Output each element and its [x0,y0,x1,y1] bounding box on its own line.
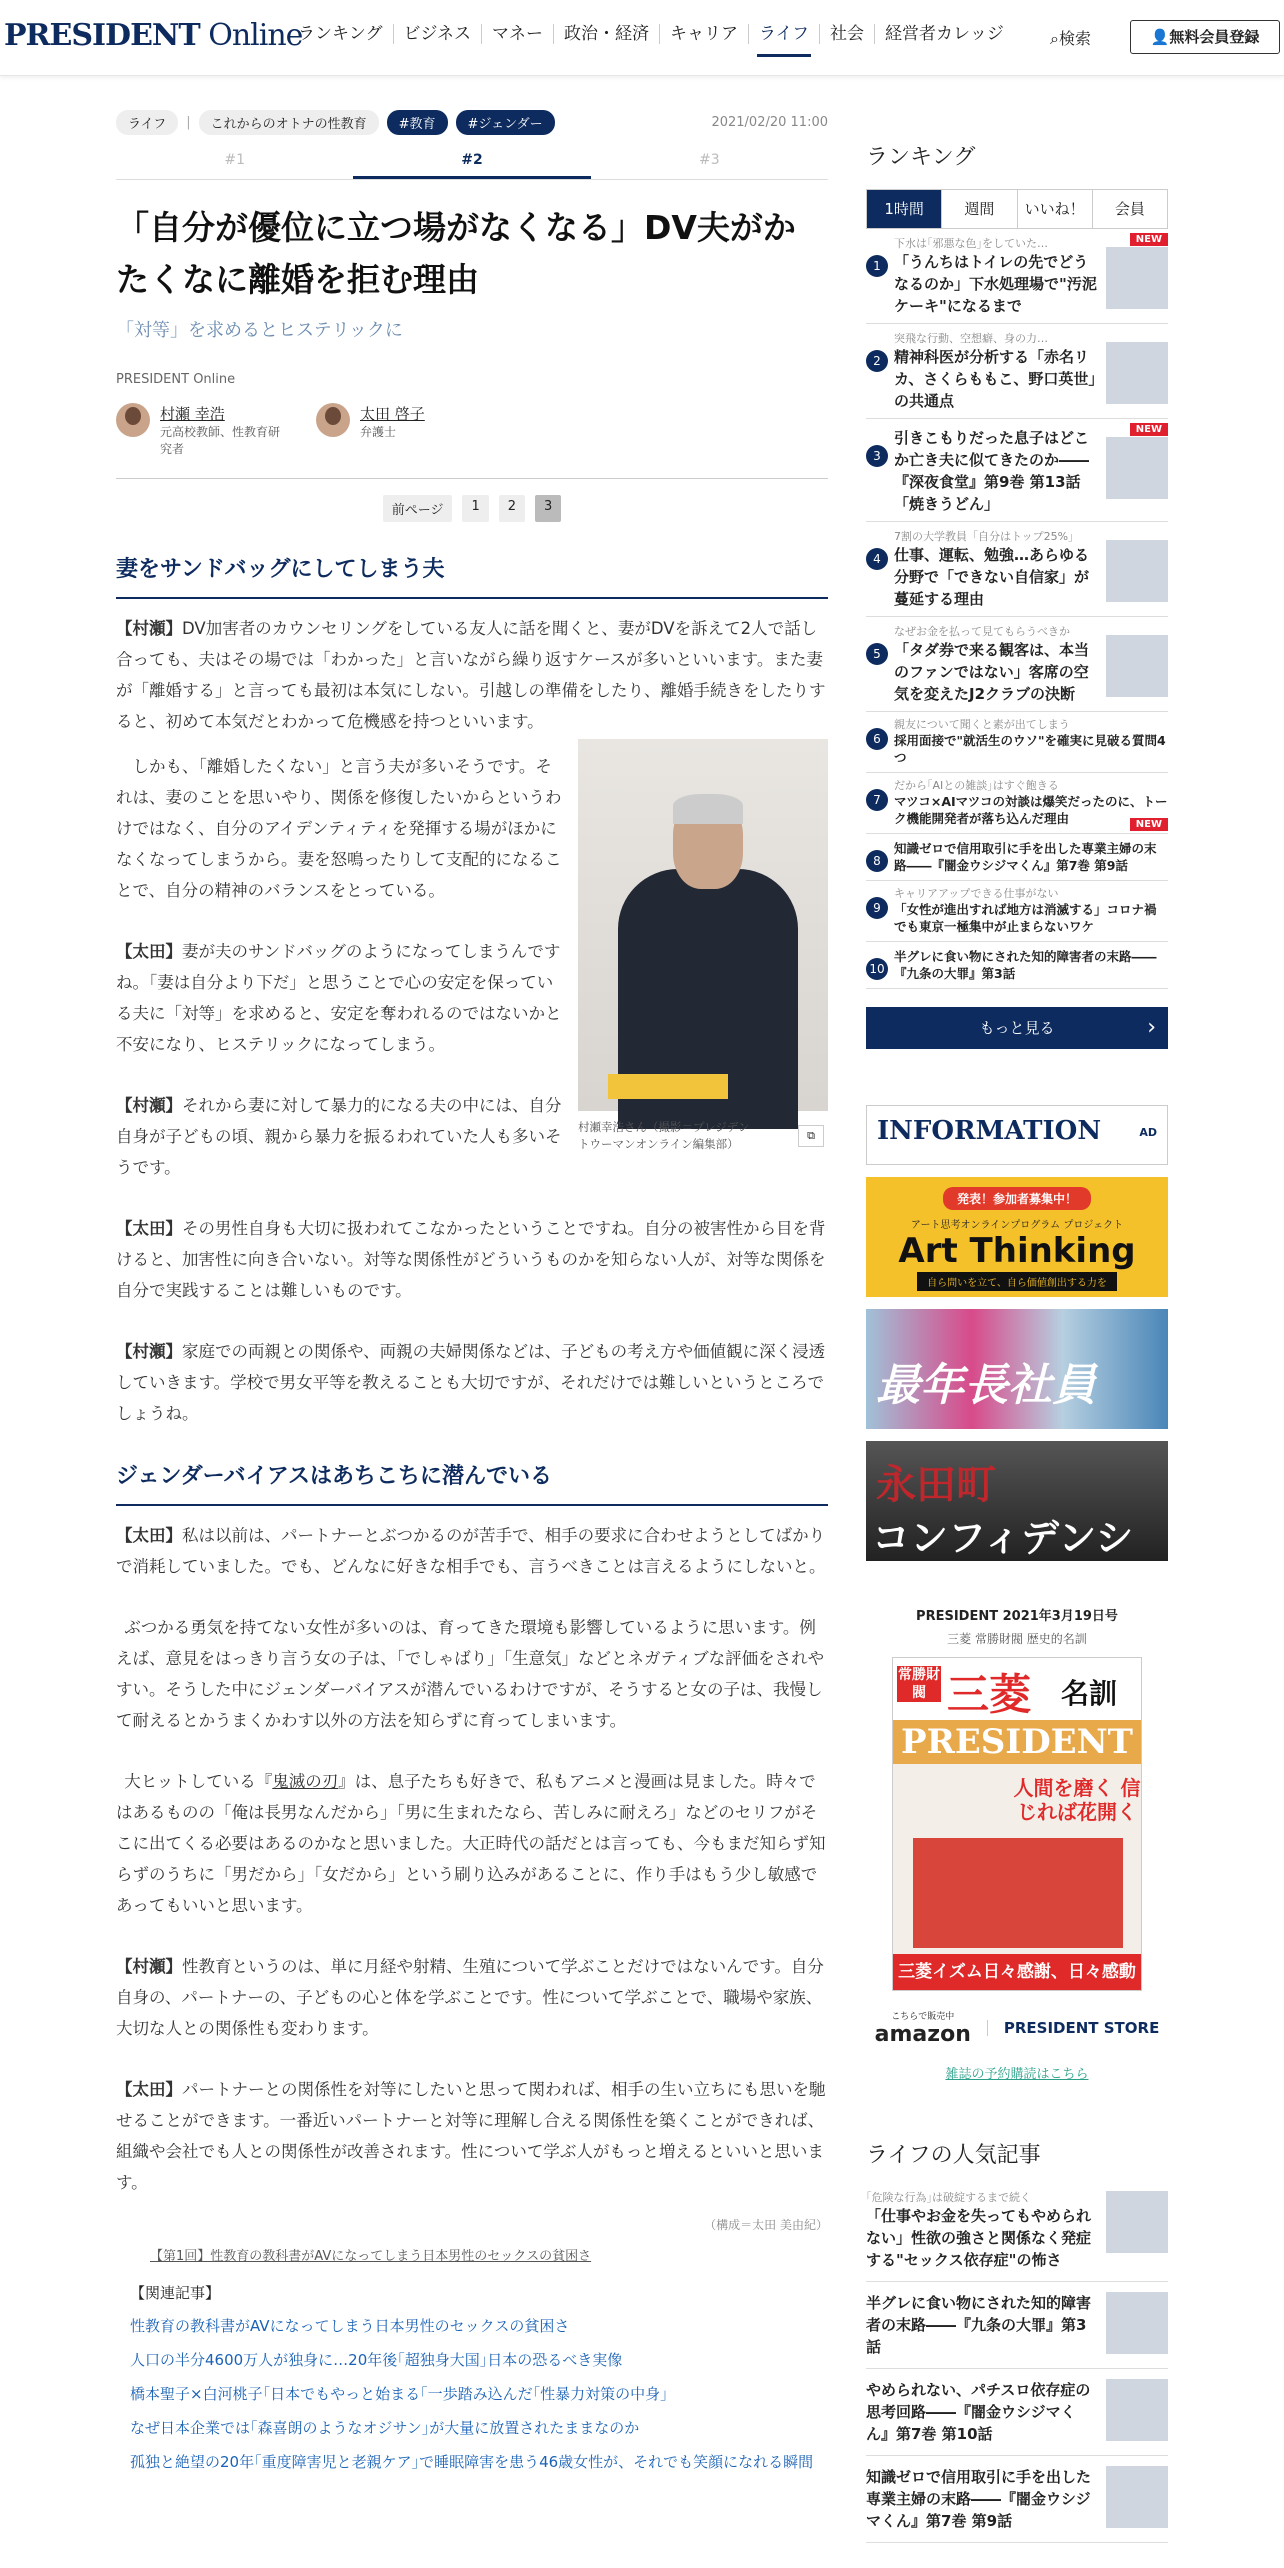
popular-item-title[interactable]: 「仕事やお金を失ってもやめられない」性欲の強さと関係なく発症する"セックス依存症"の怖さ [866,2207,1092,2269]
rank-number: 7 [866,789,888,811]
store-links [866,2009,1168,2047]
author-name-link[interactable]: 太田 啓子 [360,405,425,423]
popular-item-title[interactable]: 知識ゼロで信用取引に手を出した専業主婦の末路――『闇金ウシジマくん』第7巻 第9話 [866,2468,1092,2530]
popular-subtitle: ｢危険な行為｣は破綻するまで続く [866,2191,1031,2204]
rank-number: 8 [866,850,888,872]
magazine-title: PRESIDENT 2021年3月19日号 [916,1609,1118,1624]
author-name-link[interactable]: 村瀬 幸浩 [160,405,225,423]
tab-hour[interactable]: 1時間 [867,190,942,228]
rank-subtitle: 下水は｢邪悪な色｣をしていた… [894,237,1048,250]
rank-subtitle: 突飛な行動、空想癖、身の力… [894,332,1048,345]
rank-title[interactable]: マツコ×AIマツコの対談は爆笑だったのに、トーク機能開発者が落ち込んだ理由 [894,794,1168,826]
author-list [116,403,828,479]
related-link[interactable]: 孤独と絶望の20年｢重度障害児と老親ケア｣で睡眠障害を患う46歳女性が、それでも笑顔になれる瞬間 [130,2453,814,2471]
article-photo [578,739,828,1153]
rank-title[interactable]: 「うんちはトイレの先でどうなるのか」下水処理場で"汚泥ケーキ"になるまで [894,253,1097,315]
popular-item-title[interactable]: やめられない、パチスロ依存症の思考回路――『闇金ウシジマくん』第7巻 第10話 [866,2381,1091,2443]
ranking-item[interactable] [866,419,1168,522]
section-heading: ジェンダーバイアスはあちこちに潜んでいる [116,1459,828,1506]
ranking-item[interactable] [866,229,1168,324]
popular-item[interactable] [866,2282,1168,2369]
editor-credit: （構成＝太田 美由紀） [704,2218,828,2232]
oldest-employee-banner[interactable]: 最年長社員 [866,1309,1168,1429]
related-title: 【関連記事】 [130,2284,221,2302]
rank-subtitle: 親友について聞くと素が出てしまう [894,718,1070,731]
new-badge: NEW [1130,818,1168,831]
rank-title[interactable]: 半グレに食い物にされた知的障害者の末路――『九条の大罪』第3話 [894,949,1157,981]
ranking-item[interactable] [866,881,1168,942]
paragraph: 【村瀬】それから妻に対して暴力的になる夫の中には、自分自身が子どもの頃、親から暴力を振るわれていた人も多いそうです。 [116,1096,562,1177]
photo-caption: 村瀬幸浩さん（撮影＝プレジデントウーマンオンライン編集部） [578,1120,750,1151]
search-button[interactable]: ⌕検索 [1050,29,1091,48]
site-header [0,0,1284,76]
ranking-item[interactable] [866,942,1168,989]
rank-number: 9 [866,897,888,919]
related-link[interactable]: 橋本聖子×白河桃子｢日本でもやっと始まる｢一歩踏み込んだ｢性暴力対策の中身｣ [130,2385,668,2403]
rank-number: 1 [866,255,888,277]
author-role: 弁護士 [360,425,397,439]
rank-title[interactable]: 引きこもりだった息子はどこか亡き夫に似てきたのか――『深夜食堂』第9巻 第13話「焼きうどん」 [894,429,1090,513]
rank-subtitle: キャリアアップできる仕事がない [894,887,1059,900]
rank-number: 10 [866,958,888,980]
nav-college[interactable]: 経営者カレッジ [884,24,1004,44]
related-link[interactable]: 性教育の教科書がAVになってしまう日本男性のセックスの貧困さ [130,2317,570,2335]
tag-row: ライフ | これからのオトナの性教育 #教育 #ジェンダー 2021/02/20 11:00 [116,110,828,134]
sidebar [866,140,1168,2543]
author [316,403,486,458]
rank-number: 6 [866,728,888,750]
new-badge: NEW [1130,423,1168,436]
avatar [316,403,350,437]
rank-subtitle: だから｢AIとの雑談｣はすぐ飽きる [894,779,1059,792]
nav-business[interactable]: ビジネス [394,24,483,44]
popular-item[interactable] [866,2456,1168,2543]
magazine-sub: 三菱 常勝財閥 歴史的名訓 [947,1632,1087,1646]
rank-thumbnail[interactable] [1106,342,1168,404]
ranking-item[interactable] [866,617,1168,712]
kimetsu-link[interactable]: 鬼滅の刃 [272,1772,339,1791]
tab-member[interactable]: 会員 [1114,200,1145,218]
section-heading: 妻をサンドバッグにしてしまう夫 [116,552,828,599]
page-3-button[interactable]: 3 [535,495,561,522]
rank-number: 4 [866,548,888,570]
new-badge: NEW [1130,233,1168,246]
paragraph: 【太田】その男性自身も大切に扱われてこなかったということですね。自分の被害性から目を背けると、加害性に向き合いない。対等な関係性がどういうものかを知らない人が、対等な関係を自分で実践することは難しいものです。 [116,1219,826,1300]
prev-page-button[interactable]: 前ページ [383,495,453,522]
amazon-link[interactable]: こちらで販売中 amazon [874,2012,971,2047]
related-link[interactable]: 人口の半分4600万人が独身に…20年後｢超独身大国｣日本の恐るべき実像 [130,2351,623,2369]
rank-subtitle: 7割の大学教員「自分はトップ25%」 [894,530,1080,543]
rank-title[interactable]: 「女性が進出すれば地方は消滅する」コロナ禍でも東京一極集中が止まらないワケ [894,902,1157,934]
ranking-item[interactable] [866,522,1168,617]
rank-thumbnail[interactable] [1106,437,1168,499]
popular-thumbnail[interactable] [1106,2379,1168,2441]
rank-subtitle: なぜお金を払って見てもらうべきか [894,625,1070,638]
pagination [116,495,828,522]
nav-ranking[interactable]: ランキング [288,24,394,44]
popular-articles [866,2138,1168,2543]
magazine-cover[interactable]: 常勝財閥 三菱 名訓 PRESIDENT 人間を磨く 信じれば花開く 三菱イズム日々感謝、日々感動 [892,1657,1142,1991]
article [116,110,828,2473]
popular-thumbnail[interactable] [1106,2292,1168,2354]
related-articles [116,2282,828,2473]
tab-part-3[interactable]: #3 [699,152,720,168]
paragraph: 【村瀬】DV加害者のカウンセリングをしている友人に話を聞くと、妻がDVを訴えて2人で話し合っても、夫はその場では「わかった」と言いながら繰り返すケースが多いといいます。また妻が「離婚する」と言っても最初は本気にしない。引越しの準備をしたり、離婚手続きをしたりすると、初めて本気だとわかって危機感を持つといいます。 [116,619,826,731]
author-role: 元高校教師、性教育研究者 [160,425,281,456]
page-2-button[interactable]: 2 [499,495,525,522]
nav-politics[interactable]: 政治・経済 [554,24,660,44]
rank-number: 5 [866,643,888,665]
part-tabs [116,152,828,180]
ranking-list [866,229,1168,989]
ranking-item[interactable] [866,324,1168,419]
nav-career[interactable]: キャリア [660,24,749,44]
rank-title[interactable]: 採用面接で"就活生のウソ"を確実に見破る質問4つ [894,733,1166,765]
ranking-item[interactable] [866,834,1168,881]
nav-life[interactable]: ライフ [749,24,820,44]
rank-title[interactable]: 「タダ券で来る観客は、本当のファンではない」客席の空気を変えたJ2クラブの決断 [894,641,1090,703]
paragraph: 【太田】パートナーとの関係性を対等にしたいと思って関われば、相手の生い立ちにも思いを馳せることができます。一番近いパートナーと対等に理解し合える関係性を築くことができれば、組織や会社でも人との関係性が改善されます。性について学ぶ人がもっと増えるといいと思います。 [116,2080,826,2192]
nagatacho-banner[interactable]: 永田町 コンフィデンシャル [866,1441,1168,1561]
popular-item[interactable] [866,2181,1168,2282]
nav-money[interactable]: マネー [482,24,554,44]
rank-title[interactable]: 知識ゼロで信用取引に手を出した専業主婦の末路――『闇金ウシジマくん』第7巻 第9話 [894,841,1157,873]
paragraph: しかも、「離婚したくない」と言う夫が多いそうです。それは、妻のことを思いやり、関係を修復したいからというわけではなく、自分のアイデンティティを発揮する場がほかになくなってしまうから。妻を怒鳴ったりして支配的になることで、自分の精神のバランスをとっている。 [116,757,562,900]
tab-week[interactable]: 週間 [942,190,1017,228]
avatar [116,403,150,437]
ranking-tabs [866,189,1168,229]
popular-item-title[interactable]: 半グレに食い物にされた知的障害者の末路――『九条の大罪』第3話 [866,2294,1092,2356]
page-1-button[interactable]: 1 [462,495,488,522]
ad-label: AD [1139,1126,1157,1139]
information-box [866,1105,1168,1165]
article-source: PRESIDENT Online [116,372,236,387]
paragraph: 【村瀬】家庭での両親との関係や、両親の夫婦関係などは、子どもの考え方や価値観に深く浸透していきます。学校で男女平等を教えることも大切ですが、それだけでは難しいというところでしょうね。 [116,1342,826,1423]
paragraph: 【太田】妻が夫のサンドバッグのようになってしまうんですね。「妻は自分より下だ」と思うことで心の安定を保っている夫に「対等」を求めると、安定を奪われるのではないかと不安になり、ヒステリックになってしまう。 [116,942,562,1054]
information-title: INFORMATION [877,1116,1102,1146]
publish-date: 2021/02/20 11:00 [711,114,828,130]
tab-part-1[interactable]: #1 [224,152,245,168]
popular-thumbnail[interactable] [1106,2191,1168,2253]
magazine-promo [866,1605,1168,2082]
rank-thumbnail[interactable] [1106,635,1168,697]
popular-title: ライフの人気記事 [866,2143,1041,2168]
copy-icon[interactable]: ⧉ [798,1125,824,1147]
article-title: 「自分が優位に立つ場がなくなる」DV夫がかたくなに離婚を拒む理由 [116,208,796,299]
more-button[interactable]: もっと見る › [866,1007,1168,1049]
user-icon: 👤 [1150,28,1170,46]
author [116,403,286,458]
series-link[interactable]: 【第1回】性教育の教科書がAVになってしまう日本男性のセックスの貧困さ [150,2249,592,2264]
register-button[interactable]: 👤無料会員登録 [1130,20,1280,54]
rank-number: 2 [866,350,888,372]
rank-number: 3 [866,445,888,467]
main-nav [288,24,1014,44]
interview-photo[interactable] [578,739,828,1111]
rank-title[interactable]: 仕事、運転、勉強…あらゆる分野で「できない自信家」が蔓延する理由 [894,546,1090,608]
nav-society[interactable]: 社会 [820,24,875,44]
related-link[interactable]: なぜ日本企業では｢森喜朗のようなオジサン｣が大量に放置されたままなのか [130,2419,640,2437]
paragraph: 【村瀬】性教育というのは、単に月経や射精、生殖について学ぶことだけではないんです。自分自身の、パートナーの、子どもの心と体を学ぶことです。性について学ぶことで、職場や家族、大切な人との関係性も変わります。 [116,1957,824,2038]
search-icon: ⌕ [1050,29,1059,48]
tag-gender[interactable]: #ジェンダー [456,110,555,135]
tag-education[interactable]: #教育 [387,110,448,135]
ranking-item[interactable] [866,712,1168,773]
popular-thumbnail[interactable] [1106,2466,1168,2528]
ranking-title: ランキング [866,145,976,170]
article-subtitle: 「対等」を求めるとヒステリックに [116,320,403,341]
tag-life[interactable]: ライフ [116,110,178,135]
paragraph: 大ヒットしている『鬼滅の刃』は、息子たちも好きで、私もアニメと漫画は見ました。時々ではあるものの「俺は長男なんだから」「男に生まれたなら、苦しみに耐えろ」などのセリフがそこに出てくる必要はあるのかなと思いました。大正時代の話だとは言っても、今もまだ知らず知らずのうちに「男だから」「女だから」という刷り込みがあることに、作り手はもう少し敏感であってもいいと思います。 [116,1772,826,1915]
paragraph: 【太田】私は以前は、パートナーとぶつかるのが苦手で、相手の要求に合わせようとしてばかりで消耗していました。でも、どんなに好きな相手でも、言うべきことは言えるようにしないと。 [116,1526,826,1576]
preorder-link[interactable]: 雑誌の予約購読はこちら [945,2067,1089,2082]
rank-title[interactable]: 精神科医が分析する「赤名リカ、さくらももこ、野口英世」の共通点 [894,348,1096,410]
tab-like[interactable]: いいね！ [1018,190,1093,228]
ranking-item[interactable] [866,773,1168,834]
tab-part-2[interactable]: #2 [353,152,590,179]
paragraph: ぶつかる勇気を持てない女性が多いのは、育ってきた環境も影響しているように思います。例えば、意見をはっきり言う女の子は、「でしゃばり」「生意気」などとネガティブな評価をされやすい。そうした中にジェンダーバイアスが潜んでいるわけですが、そうすると女の子は、我慢して耐えるとかうまくかわす以外の方法を知らずに育ってしまいます。 [116,1618,825,1730]
rank-thumbnail[interactable] [1106,247,1168,309]
tag-series[interactable]: これからのオトナの性教育 [199,110,379,135]
popular-item[interactable] [866,2369,1168,2456]
art-thinking-banner[interactable]: 発表！参加者募集中！ アート思考オンラインプログラム プロジェクト Art Thinking 自ら問いを立て、自ら価値創出する力を [866,1177,1168,1297]
president-store-link[interactable]: PRESIDENT STORE [987,2020,1159,2036]
rank-thumbnail[interactable] [1106,540,1168,602]
site-logo[interactable]: PRESIDENT Online [4,18,303,53]
